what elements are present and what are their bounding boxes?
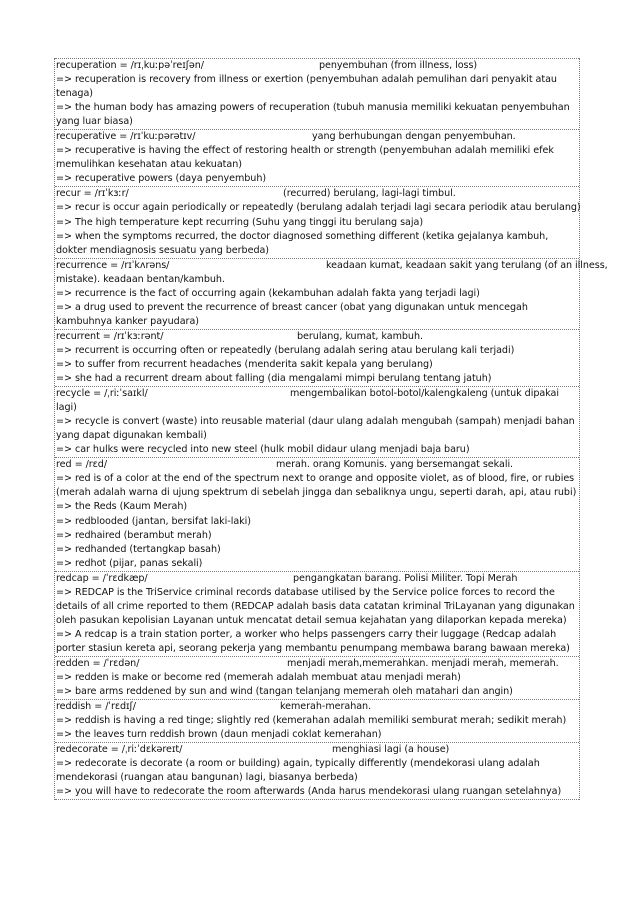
headword-pronunciation: redecorate = /ˌriːˈdɛkəreɪt/ bbox=[56, 744, 183, 756]
translation: penyembuhan (from illness, loss) bbox=[319, 60, 478, 71]
headword-pronunciation: recurrence = /rɪˈkʌrəns/ bbox=[56, 259, 170, 271]
translation: kemerah-merahan. bbox=[280, 701, 372, 713]
entry-text-line: => A redcap is a train station porter, a worker who helps passengers carry their luggage (Redcap adalah bbox=[56, 628, 557, 640]
entry-text-line: => she had a recurrent dream about falling (dia mengalami mimpi berulang tentang jatuh) bbox=[56, 373, 492, 385]
entry-headword-line bbox=[55, 387, 579, 401]
translation: merah. orang Komunis. yang bersemangat sekali. bbox=[276, 459, 514, 471]
entry-recuperation bbox=[55, 58, 579, 129]
entry-headword-line bbox=[55, 458, 579, 472]
entry-text-line: memulihkan kesehatan atau kekuatan) bbox=[56, 159, 242, 171]
entry-red bbox=[55, 457, 579, 570]
entry-text-line: => recycle is convert (waste) into reusable material (daur ulang adalah mengubah (sampah) menjadi bahan bbox=[56, 416, 575, 428]
entry-text-line: => you will have to redecorate the room afterwards (Anda harus mendekorasi ulang ruangan setelahnya) bbox=[56, 786, 562, 798]
headword-pronunciation: red = /rɛd/ bbox=[56, 459, 107, 471]
headword-pronunciation: recycle = /ˌriːˈsaɪkl/ bbox=[56, 388, 148, 400]
entry-recurrence bbox=[55, 258, 608, 329]
entry-text-line: => redden is make or become red (memerah adalah membuat atau menjadi merah) bbox=[56, 672, 461, 684]
entry-headword-line bbox=[55, 572, 579, 586]
entry-text-line: kambuhnya kanker payudara) bbox=[56, 315, 199, 327]
entry-text-line: => bare arms reddened by sun and wind (tangan telanjang memerah oleh matahari dan angin) bbox=[56, 686, 513, 698]
entry-headword-line bbox=[55, 187, 579, 201]
entry-recycle bbox=[55, 386, 579, 457]
translation: keadaan kumat, keadaan sakit yang terulang (of an illness, bbox=[326, 259, 608, 271]
entry-headword-line bbox=[55, 59, 579, 73]
translation: yang berhubungan dengan penyembuhan. bbox=[312, 131, 516, 143]
entry-headword-line bbox=[55, 657, 579, 671]
entry-reddish bbox=[55, 699, 579, 742]
headword-pronunciation: recuperation = /rɪˌkuːpəˈreɪʃən/ bbox=[56, 60, 204, 71]
entry-text-line: => recurrence is the fact of occurring again (kekambuhan adalah fakta yang terjadi lagi) bbox=[56, 287, 480, 299]
entry-text-line: => recur is occur again periodically or repeatedly (berulang adalah terjadi lagi secara periodik atau berulang) bbox=[56, 202, 581, 214]
headword-pronunciation: redden = /ˈrɛdən/ bbox=[56, 657, 140, 669]
entry-text-line: => recuperation is recovery from illness or exertion (penyembuhan adalah pemulihan dari penyakit atau bbox=[56, 74, 557, 86]
entry-text-line: => recuperative powers (daya penyembuh) bbox=[56, 173, 267, 185]
translation: pengangkatan barang. Polisi Militer. Topi Merah bbox=[293, 572, 518, 584]
entry-headword-line bbox=[55, 700, 579, 714]
entry-text-line: yang luar biasa) bbox=[56, 116, 133, 128]
translation: mengembalikan botol-botol/kalengkaleng (untuk dipakai bbox=[290, 388, 559, 400]
entry-text-line: => a drug used to prevent the recurrence of breast cancer (obat yang digunakan untuk mencegah bbox=[56, 301, 528, 313]
entry-redecorate bbox=[55, 742, 579, 800]
headword-pronunciation: recurrent = /rɪˈkɜːrənt/ bbox=[56, 330, 164, 342]
entry-text-line: => reddish is having a red tinge; slightly red (kemerahan adalah memiliki semburat merah; sedikit merah) bbox=[56, 715, 567, 727]
entry-text-line: => recurrent is occurring often or repeatedly (berulang adalah sering atau berulang kali terjadi) bbox=[56, 344, 515, 356]
entry-recurrent bbox=[55, 329, 579, 386]
entry-text-line: => redhot (pijar, panas sekali) bbox=[56, 557, 203, 569]
entry-text-line: => when the symptoms recurred, the doctor diagnosed something different (ketika gejalanya kambuh, bbox=[56, 230, 549, 242]
entry-text-line: => redhaired (berambut merah) bbox=[56, 529, 212, 541]
entry-text-line: => recuperative is having the effect of restoring health or strength (penyembuhan adalah memiliki efek bbox=[56, 145, 554, 157]
translation: menghiasi lagi (a house) bbox=[332, 744, 450, 756]
entry-text-line: yang dapat digunakan kembali) bbox=[56, 430, 207, 442]
entry-headword-line bbox=[55, 743, 579, 757]
entry-text-line: mendekorasi (ruangan atau bangunan) lagi, biasanya berbeda) bbox=[56, 772, 358, 784]
entry-text-line: => REDCAP is the TriService criminal records database utilised by the Service police forces to record the bbox=[56, 586, 555, 598]
headword-pronunciation: redcap = /ˈrɛdkæp/ bbox=[56, 572, 148, 584]
entry-text-line: => redecorate is decorate (a room or building) again, typically differently (mendekorasi ulang adalah bbox=[56, 758, 540, 770]
entry-text-line: tenaga) bbox=[56, 88, 93, 100]
entry-text-line: => the Reds (Kaum Merah) bbox=[56, 501, 188, 513]
entry-text-line: oleh pasukan kepolisian Layanan untuk mencatat detail semua kejahatan yang dilaporkan kepada mereka) bbox=[56, 614, 567, 626]
entry-text-line: => redhanded (tertangkap basah) bbox=[56, 543, 221, 555]
entry-text-line: mistake). keadaan bentan/kambuh. bbox=[56, 273, 225, 285]
entry-text-line: dokter mendiagnosis sesuatu yang berbeda) bbox=[56, 244, 270, 256]
entry-text-line: => the human body has amazing powers of recuperation (tubuh manusia memiliki kekuatan penyembuhan bbox=[56, 102, 570, 114]
entry-headword-line bbox=[55, 330, 579, 344]
entry-headword-line bbox=[55, 259, 608, 273]
headword-pronunciation: recuperative = /rɪˈkuːpərətɪv/ bbox=[56, 131, 196, 143]
entry-redden bbox=[55, 656, 579, 699]
entry-headword-line bbox=[55, 130, 579, 144]
entry-text-line: details of all crime reported to them (REDCAP adalah basis data catatan kriminal TriLayanan yang digunakan bbox=[56, 600, 575, 612]
entry-text-line: => the leaves turn reddish brown (daun menjadi coklat kemerahan) bbox=[56, 729, 382, 741]
entry-redcap bbox=[55, 571, 579, 656]
entry-text-line: => The high temperature kept recurring (Suhu yang tinggi itu berulang saja) bbox=[56, 216, 424, 228]
entry-text-line: => red is of a color at the end of the spectrum next to orange and opposite violet, as of blood, fire, or rubies bbox=[56, 473, 575, 485]
translation: menjadi merah,memerahkan. menjadi merah, memerah. bbox=[287, 657, 559, 669]
entry-recur bbox=[55, 186, 579, 257]
entry-text-line: => redblooded (jantan, bersifat laki-laki) bbox=[56, 515, 251, 527]
translation: berulang, kumat, kambuh. bbox=[297, 330, 423, 342]
entry-text-line: porter stasiun kereta api, seorang pekerja yang membantu penumpang membawa barang bawaan mereka) bbox=[56, 642, 570, 654]
entry-text-line: (merah adalah warna di ujung spektrum di sebelah jingga dan sebaliknya ungu, seperti darah, api, atau rubi) bbox=[56, 487, 577, 499]
translation: (recurred) berulang, lagi-lagi timbul. bbox=[283, 188, 456, 200]
headword-pronunciation: reddish = /ˈrɛdɪʃ/ bbox=[56, 701, 136, 713]
entry-recuperative bbox=[55, 129, 579, 186]
entry-text-line: lagi) bbox=[56, 402, 77, 414]
entry-text-line: => car hulks were recycled into new steel (hulk mobil didaur ulang menjadi baja baru) bbox=[56, 444, 470, 456]
entry-text-line: => to suffer from recurrent headaches (menderita sakit kepala yang berulang) bbox=[56, 358, 433, 370]
headword-pronunciation: recur = /rɪˈkɜːr/ bbox=[56, 188, 129, 200]
dictionary-page bbox=[54, 58, 608, 800]
